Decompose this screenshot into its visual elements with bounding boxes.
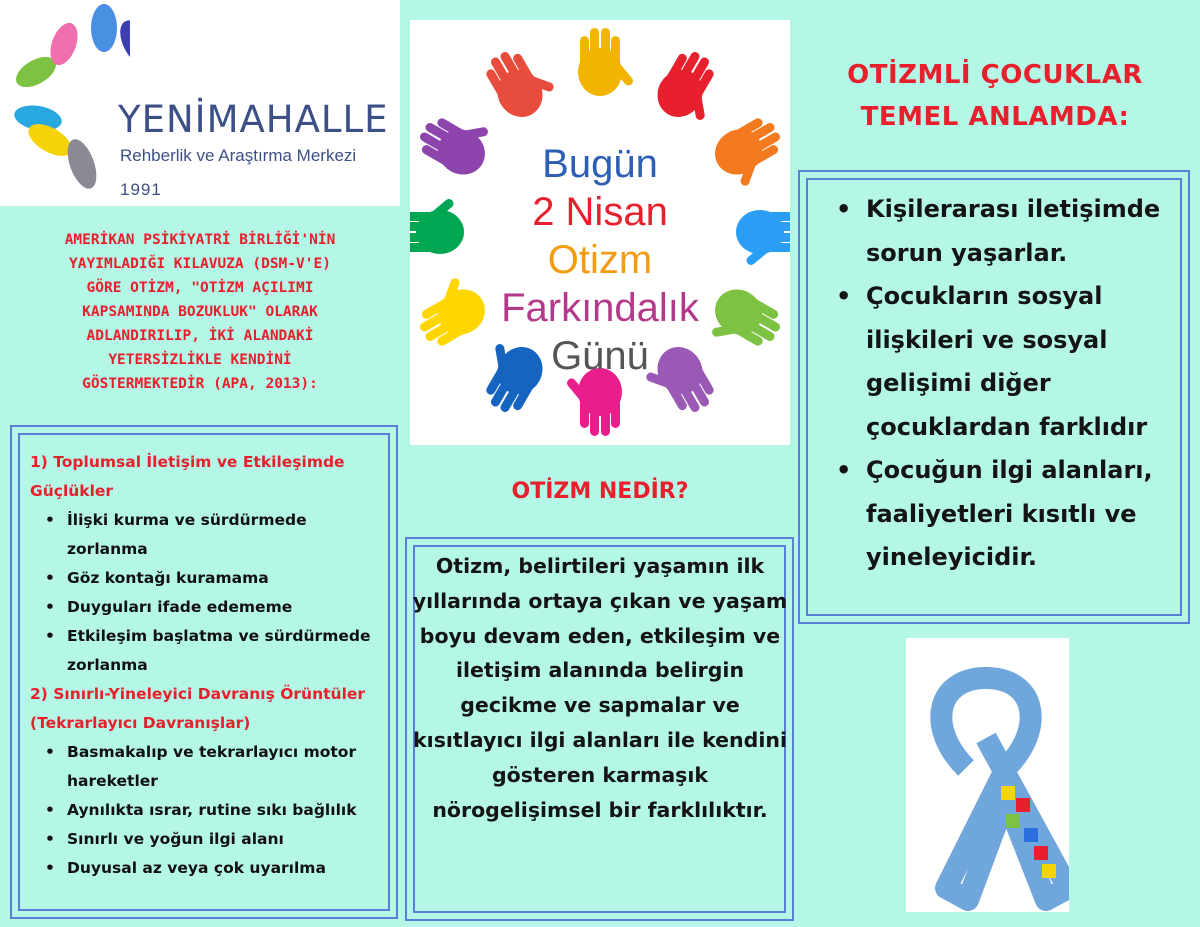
logo-brand: YENİMAHALLE [118, 98, 389, 141]
puzzle-ribbon-icon [906, 638, 1069, 912]
section2-list [30, 738, 390, 883]
awareness-line: 2 Nisan [532, 190, 668, 234]
right-heading-line: OTİZMLİ ÇOCUKLAR [847, 60, 1143, 90]
section1-title: 1) Toplumsal İletişim ve Etkileşimde Güçlükler [30, 453, 345, 500]
list-item: • Aynılıkta ısrar, rutine sıkı bağlılık [67, 796, 390, 825]
apa-heading-line: YAYIMLADIĞI KILAVUZA (DSM-V'E) [69, 256, 331, 272]
logo-subtitle: Rehberlik ve Araştırma Merkezi [120, 146, 357, 165]
hand-icon [649, 44, 732, 131]
awareness-line: Günü [551, 334, 649, 378]
list-item: • Duyusal az veya çok uyarılma [67, 854, 390, 883]
otizm-nedir-title: OTİZM NEDİR? [511, 479, 689, 504]
right-heading [800, 54, 1190, 138]
logo-panel [0, 0, 400, 206]
right-heading-line: TEMEL ANLAMDA: [860, 102, 1130, 132]
awareness-ribbon-image [906, 638, 1069, 912]
list-item: • İlişki kurma ve sürdürmede zorlanma [67, 506, 390, 564]
awareness-line: Bugün [542, 142, 658, 186]
hand-icon [479, 38, 562, 125]
apa-heading-line: GÖRE OTİZM, "OTİZM AÇILIMI [86, 280, 314, 296]
apa-heading-line: GÖSTERMEKTEDİR (APA, 2013): [82, 376, 318, 392]
criteria-content [30, 448, 390, 883]
list-item: • Basmakalıp ve tekrarlayıcı motor hareketler [67, 738, 390, 796]
logo-year: 1991 [120, 180, 162, 199]
logo-petals-icon [0, 0, 130, 206]
section2-title: 2) Sınırlı-Yineleyici Davranış Örüntüler (Tekrarlayıcı Davranışlar) [30, 685, 366, 732]
awareness-line: Otizm [547, 238, 653, 282]
section1-list [30, 506, 390, 680]
list-item: • Göz kontağı kuramama [67, 564, 390, 593]
apa-heading [6, 228, 394, 396]
list-item: • Kişilerarası iletişimde sorun yaşarlar. [866, 188, 1176, 275]
apa-heading-line: ADLANDIRILIP, İKİ ALANDAKİ [86, 328, 314, 344]
awareness-line: Farkındalık [501, 286, 699, 330]
definition-text: Otizm, belirtileri yaşamın ilk yıllarında ortaya çıkan ve yaşam boyu devam eden, etkileşim ve iletişim alanında belirgin gecikme ve sapmalar ve kısıtlayıcı ilgi alanları ile kendini gösteren karmaşık nörogelişimsel bir farklılıktır. [412, 554, 788, 822]
list-item: • Duyguları ifade edememe [67, 593, 390, 622]
apa-heading-line: KAPSAMINDA BOZUKLUK" OLARAK [82, 304, 318, 320]
apa-heading-line: AMERİKAN PSİKİYATRİ BİRLİĞİ'NİN [64, 232, 336, 248]
traits-list [836, 188, 1176, 580]
apa-heading-line: YETERSİZLİKLE KENDİNİ [108, 352, 292, 368]
list-item: • Çocuğun ilgi alanları, faaliyetleri kısıtlı ve yineleyicidir. [866, 449, 1176, 580]
hand-icon [578, 28, 635, 96]
list-item: • Sınırlı ve yoğun ilgi alanı [67, 825, 390, 854]
list-item: • Çocukların sosyal ilişkileri ve sosyal gelişimi diğer çocuklardan farklıdır [866, 275, 1176, 449]
awareness-day-text [410, 140, 790, 380]
list-item: • Etkileşim başlatma ve sürdürmede zorlanma [67, 622, 390, 680]
